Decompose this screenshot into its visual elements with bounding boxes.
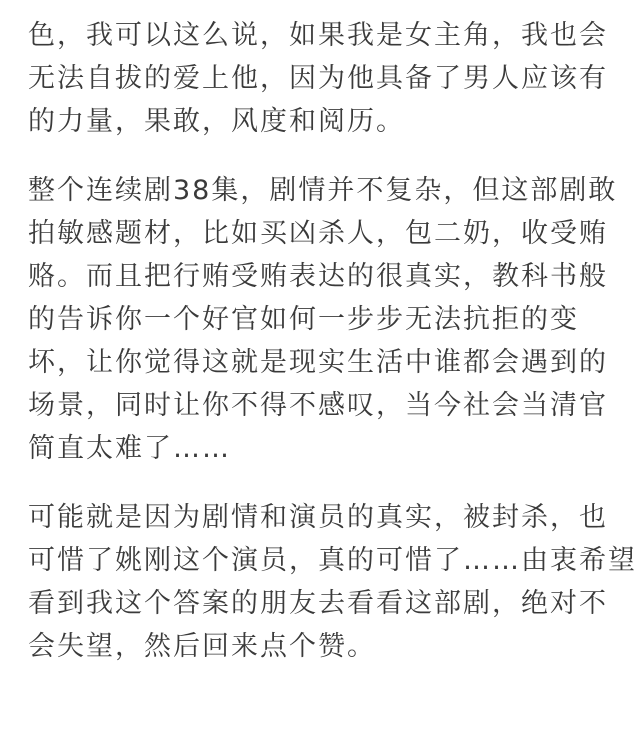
text-line: 整个连续剧38集，剧情并不复杂，但这部剧敢: [28, 175, 618, 206]
text-line: 可能就是因为剧情和演员的真实，被封杀，也: [28, 502, 608, 533]
paragraph-2: [28, 169, 628, 470]
text-line: 会失望，然后回来点个赞。: [28, 631, 376, 662]
article-body: [28, 14, 637, 668]
text-line: 的告诉你一个好官如何一步步无法抗拒的变: [28, 304, 579, 335]
paragraph-3: [28, 496, 637, 668]
text-line: 坏，让你觉得这就是现实生活中谁都会遇到的: [28, 347, 608, 378]
text-line: 可惜了姚刚这个演员，真的可惜了……由衷希望: [28, 545, 637, 576]
text-line: 赂。而且把行贿受贿表达的很真实，教科书般: [28, 261, 608, 292]
paragraph-1: [28, 14, 628, 143]
text-line: 色，我可以这么说，如果我是女主角，我也会: [28, 20, 608, 51]
text-line: 的力量，果敢，风度和阅历。: [28, 106, 405, 137]
text-line: 拍敏感题材，比如买凶杀人，包二奶，收受贿: [28, 218, 608, 249]
text-line: 看到我这个答案的朋友去看看这部剧，绝对不: [28, 588, 608, 619]
text-line: 简直太难了……: [28, 433, 231, 464]
text-line: 无法自拔的爱上他，因为他具备了男人应该有: [28, 63, 608, 94]
text-line: 场景，同时让你不得不感叹，当今社会当清官: [28, 390, 608, 421]
